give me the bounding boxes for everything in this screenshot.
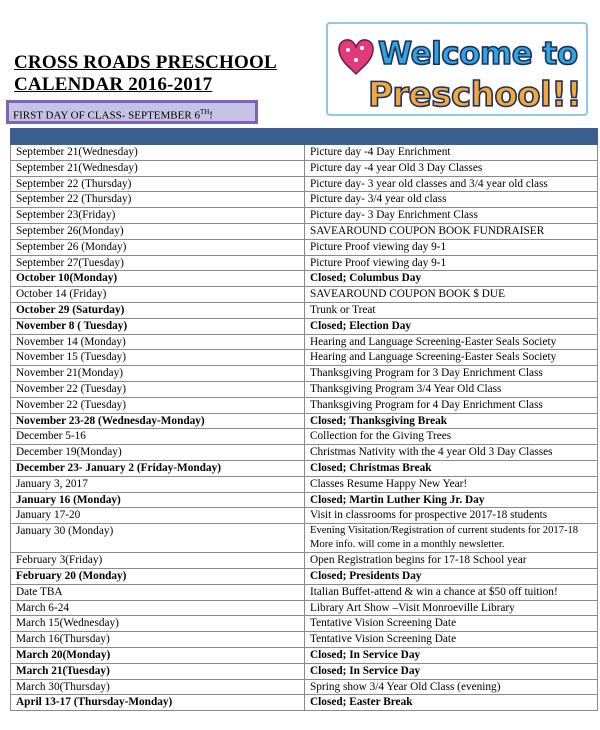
row-event: Trunk or Treat [305, 302, 598, 318]
row-event: Closed; Thanksgiving Break [305, 413, 598, 429]
table-row [11, 255, 598, 271]
row-date: March 20(Monday) [11, 647, 305, 663]
row-event: Library Art Show –Visit Monroeville Library [305, 600, 598, 616]
banner-line-1: Welcome to [378, 36, 578, 72]
row-date: March 16(Thursday) [11, 632, 305, 648]
row-date: September 21(Wednesday) [11, 160, 305, 176]
row-date: March 6-24 [11, 600, 305, 616]
table-row [11, 476, 598, 492]
row-event: Closed; Election Day [305, 318, 598, 334]
table-row [11, 616, 598, 632]
row-date: November 21(Monday) [11, 366, 305, 382]
table-row [11, 145, 598, 161]
table-row [11, 350, 598, 366]
row-date: September 26 (Monday) [11, 239, 305, 255]
table-row [11, 160, 598, 176]
row-date: March 30(Thursday) [11, 679, 305, 695]
row-event: Thanksgiving Program for 4 Day Enrichment Class [305, 397, 598, 413]
row-event: Classes Resume Happy New Year! [305, 476, 598, 492]
table-row [11, 271, 598, 287]
row-event: Picture Proof viewing day 9-1 [305, 239, 598, 255]
row-event: Visit in classrooms for prospective 2017-18 students [305, 508, 598, 524]
row-date: December 19(Monday) [11, 445, 305, 461]
row-event: Picture day- 3/4 year old class [305, 192, 598, 208]
table-row [11, 223, 598, 239]
table-row [11, 302, 598, 318]
table-row [11, 287, 598, 303]
first-day-text: FIRST DAY OF CLASS- SEPTEMBER 6 [13, 109, 200, 122]
row-date: September 26(Monday) [11, 223, 305, 239]
row-event: SAVEAROUND COUPON BOOK $ DUE [305, 287, 598, 303]
row-date: February 3(Friday) [11, 553, 305, 569]
table-row [11, 176, 598, 192]
row-event: Picture Proof viewing day 9-1 [305, 255, 598, 271]
row-event: Picture day- 3 Day Enrichment Class [305, 208, 598, 224]
row-event: Closed; Christmas Break [305, 460, 598, 476]
title-line-2: CALENDAR 2016-2017 [14, 74, 213, 95]
row-date: November 15 (Tuesday) [11, 350, 305, 366]
table-row [11, 647, 598, 663]
table-row [11, 663, 598, 679]
row-date: September 22 (Thursday) [11, 192, 305, 208]
row-date: April 13-17 (Thursday-Monday) [11, 695, 305, 711]
row-date: January 16 (Monday) [11, 492, 305, 508]
table-row [11, 568, 598, 584]
table-row [11, 318, 598, 334]
row-event: Thanksgiving Program 3/4 Year Old Class [305, 381, 598, 397]
table-row [11, 632, 598, 648]
row-date: September 23(Friday) [11, 208, 305, 224]
table-row [11, 445, 598, 461]
row-event: Open Registration begins for 17-18 School year [305, 553, 598, 569]
row-date: October 10(Monday) [11, 271, 305, 287]
row-date: October 29 (Saturday) [11, 302, 305, 318]
row-event: Closed; Martin Luther King Jr. Day [305, 492, 598, 508]
table-row [11, 508, 598, 524]
row-date: January 3, 2017 [11, 476, 305, 492]
row-event: Italian Buffet-attend & win a chance at $50 off tuition! [305, 584, 598, 600]
calendar-table [10, 128, 598, 711]
row-event: Closed; In Service Day [305, 663, 598, 679]
row-event: Tentative Vision Screening Date [305, 632, 598, 648]
first-day-sup: TH [199, 108, 210, 116]
table-row [11, 524, 598, 553]
table-header-bar [11, 129, 598, 145]
row-date: November 22 (Tuesday) [11, 381, 305, 397]
row-event: SAVEAROUND COUPON BOOK FUNDRAISER [305, 223, 598, 239]
row-event: Picture day- 3 year old classes and 3/4 year old class [305, 176, 598, 192]
welcome-banner [326, 22, 588, 116]
row-date: September 22 (Thursday) [11, 176, 305, 192]
banner-line-2: Preschool!! [368, 75, 582, 114]
table-row [11, 460, 598, 476]
row-event: Christmas Nativity with the 4 year Old 3 Day Classes [305, 445, 598, 461]
table-row [11, 366, 598, 382]
table-row [11, 334, 598, 350]
row-date: September 21(Wednesday) [11, 145, 305, 161]
table-row [11, 381, 598, 397]
row-event: Thanksgiving Program for 3 Day Enrichment Class [305, 366, 598, 382]
row-event: Evening Visitation/Registration of current students for 2017-18 More info. will come in a monthly newsletter. [305, 524, 598, 553]
table-row [11, 695, 598, 711]
row-event: Hearing and Language Screening-Easter Seals Society [305, 334, 598, 350]
row-date: January 17-20 [11, 508, 305, 524]
row-event: Closed; Columbus Day [305, 271, 598, 287]
first-day-end: ! [209, 109, 213, 122]
table-row [11, 413, 598, 429]
row-date: November 8 ( Tuesday) [11, 318, 305, 334]
row-date: March 21(Tuesday) [11, 663, 305, 679]
row-date: October 14 (Friday) [11, 287, 305, 303]
table-row [11, 553, 598, 569]
welcome-banner-art [328, 24, 586, 114]
row-date: November 14 (Monday) [11, 334, 305, 350]
row-date: Date TBA [11, 584, 305, 600]
heart-icon [339, 40, 373, 74]
table-row [11, 397, 598, 413]
row-event: Picture day -4 year Old 3 Day Classes [305, 160, 598, 176]
table-row [11, 600, 598, 616]
row-date: December 5-16 [11, 429, 305, 445]
row-event: Tentative Vision Screening Date [305, 616, 598, 632]
row-date: March 15(Wednesday) [11, 616, 305, 632]
row-date: February 20 (Monday) [11, 568, 305, 584]
row-event: Spring show 3/4 Year Old Class (evening) [305, 679, 598, 695]
row-event: Closed; In Service Day [305, 647, 598, 663]
row-date: December 23- January 2 (Friday-Monday) [11, 460, 305, 476]
row-event: Hearing and Language Screening-Easter Seals Society [305, 350, 598, 366]
row-date: January 30 (Monday) [11, 524, 305, 553]
row-event: Picture day -4 Day Enrichment [305, 145, 598, 161]
table-row [11, 208, 598, 224]
row-event: Collection for the Giving Trees [305, 429, 598, 445]
table-row [11, 429, 598, 445]
row-date: November 22 (Tuesday) [11, 397, 305, 413]
title-line-1: CROSS ROADS PRESCHOOL [14, 52, 277, 73]
row-date: November 23-28 (Wednesday-Monday) [11, 413, 305, 429]
page-title [14, 52, 277, 96]
table-row [11, 679, 598, 695]
table-row [11, 239, 598, 255]
row-event: Closed; Easter Break [305, 695, 598, 711]
table-row [11, 492, 598, 508]
table-row [11, 192, 598, 208]
first-day-box [6, 100, 258, 124]
table-row [11, 584, 598, 600]
row-date: September 27(Tuesday) [11, 255, 305, 271]
row-event: Closed; Presidents Day [305, 568, 598, 584]
